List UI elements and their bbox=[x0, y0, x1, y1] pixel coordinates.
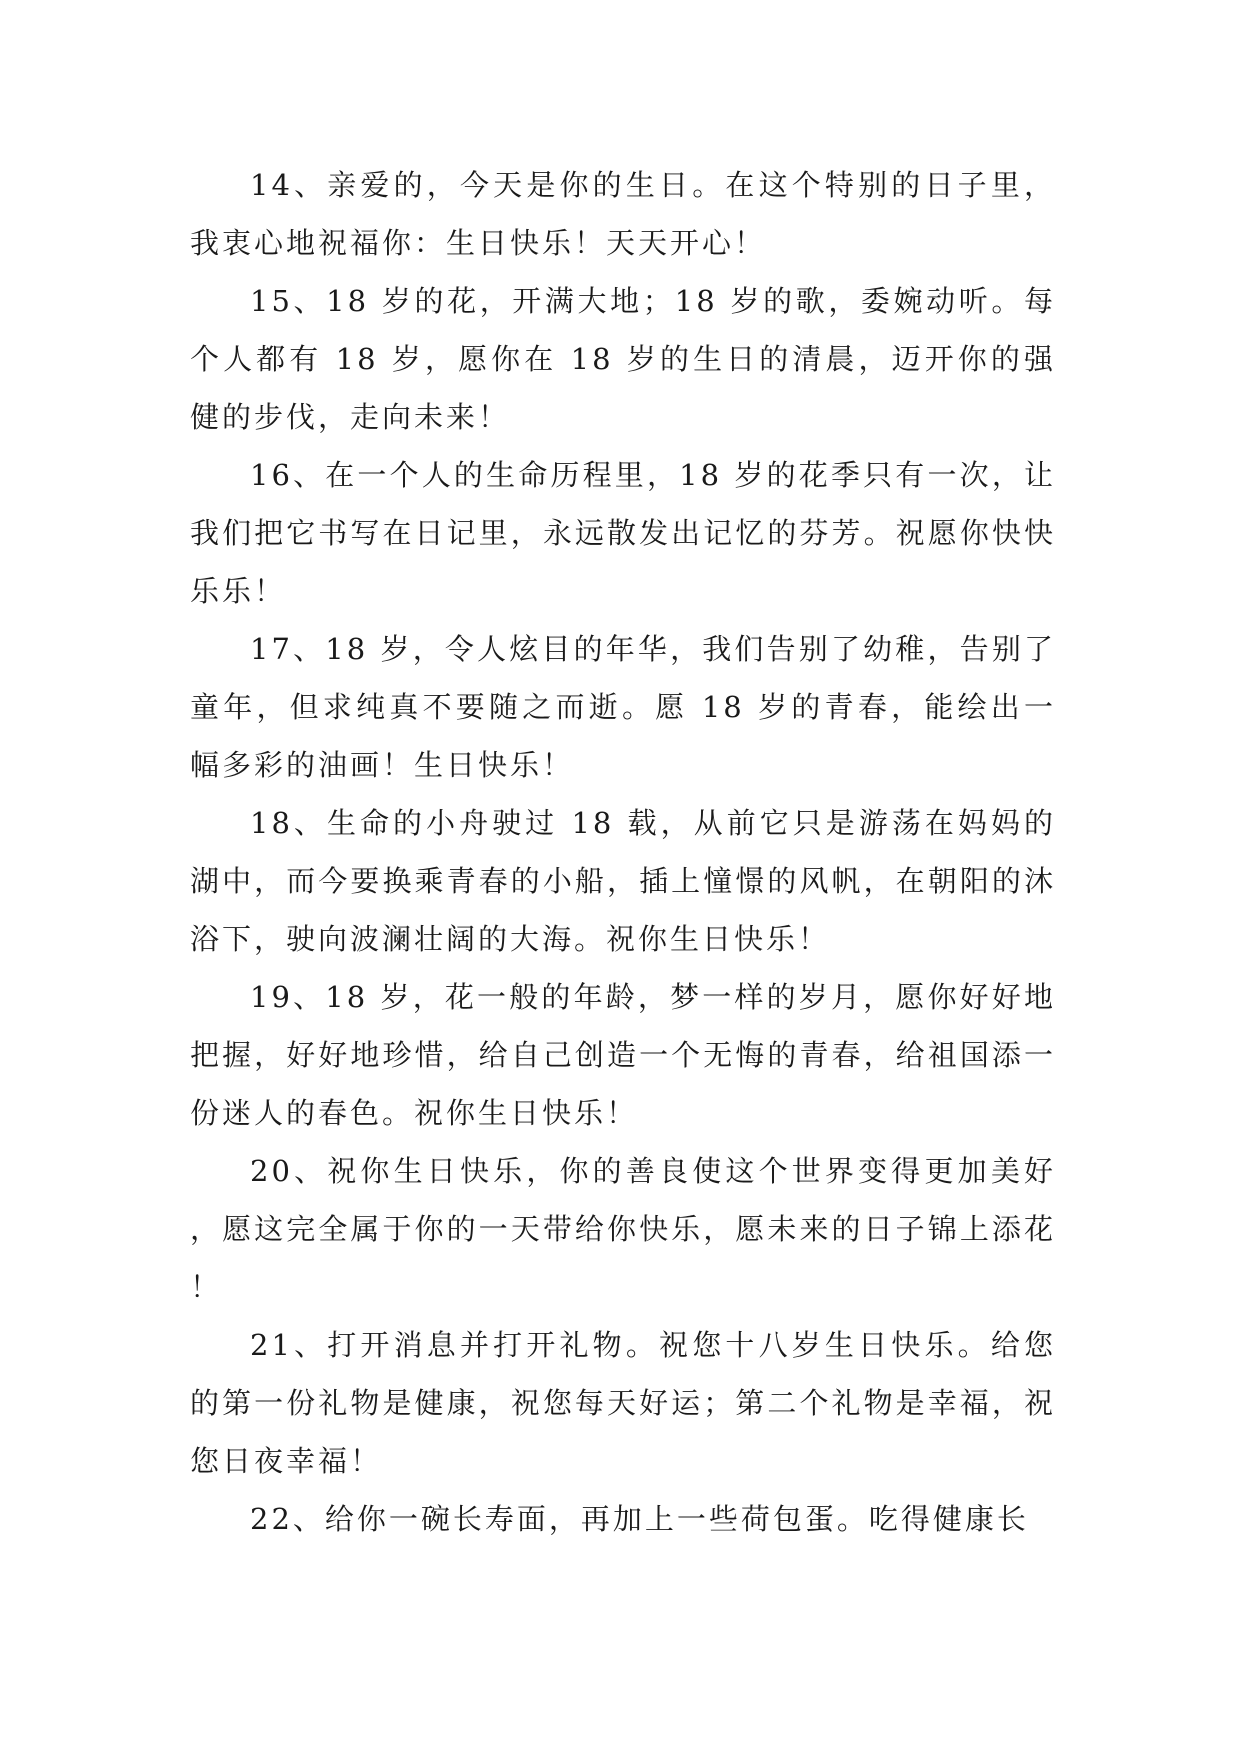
document-body bbox=[190, 156, 1056, 1548]
paragraph-17: 17、18 岁，令人炫目的年华，我们告别了幼稚，告别了童年，但求纯真不要随之而逝。愿 18 岁的青春，能绘出一幅多彩的油画！生日快乐！ bbox=[190, 632, 1056, 782]
paragraph-22: 22、给你一碗长寿面，再加上一些荷包蛋。吃得健康长 bbox=[250, 1502, 1029, 1536]
paragraph-18: 18、生命的小舟驶过 18 载，从前它只是游荡在妈妈的湖中，而今要换乘青春的小船，插上憧憬的风帆，在朝阳的沐浴下，驶向波澜壮阔的大海。祝你生日快乐！ bbox=[190, 806, 1056, 956]
paragraph-20: 20、祝你生日快乐，你的善良使这个世界变得更加美好，愿这完全属于你的一天带给你快乐，愿未来的日子锦上添花！ bbox=[190, 1154, 1056, 1304]
paragraph-19: 19、18 岁，花一般的年龄，梦一样的岁月，愿你好好地把握，好好地珍惜，给自己创造一个无悔的青春，给祖国添一份迷人的春色。祝你生日快乐！ bbox=[190, 980, 1056, 1130]
paragraph-16: 16、在一个人的生命历程里，18 岁的花季只有一次，让我们把它书写在日记里，永远散发出记忆的芬芳。祝愿你快快乐乐！ bbox=[190, 458, 1056, 608]
paragraph-21: 21、打开消息并打开礼物。祝您十八岁生日快乐。给您的第一份礼物是健康，祝您每天好运；第二个礼物是幸福，祝您日夜幸福！ bbox=[190, 1328, 1056, 1478]
paragraph-14: 14、亲爱的，今天是你的生日。在这个特别的日子里，我衷心地祝福你：生日快乐！天天开心！ bbox=[190, 168, 1056, 260]
paragraph-15: 15、18 岁的花，开满大地；18 岁的歌，委婉动听。每个人都有 18 岁，愿你在 18 岁的生日的清晨，迈开你的强健的步伐，走向未来！ bbox=[190, 284, 1056, 434]
